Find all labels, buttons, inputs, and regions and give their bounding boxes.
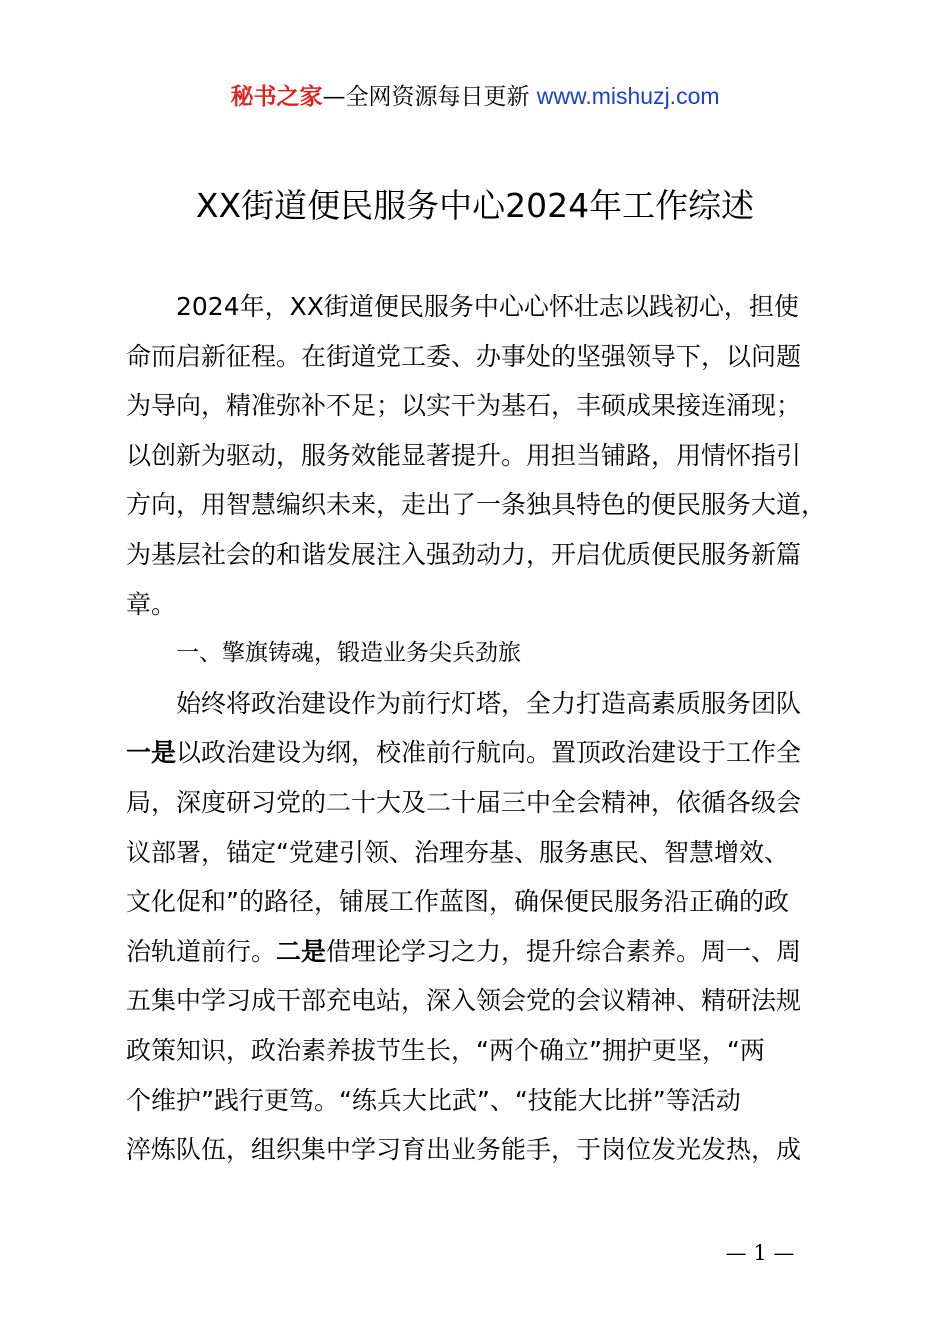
- paragraph-line: 个维护”践行更笃。“练兵大比武”、“技能大比拼”等活动: [126, 1085, 741, 1115]
- paragraph-line: [126, 927, 836, 977]
- paragraph-line: 为基层社会的和谐发展注入强劲动力，开启优质便民服务新篇: [126, 539, 802, 569]
- paragraph-line: [126, 728, 836, 778]
- page-number: — 1 —: [725, 1241, 795, 1265]
- point-text: 以政治建设为纲，校准前行航向。置顶政治建设于工作全: [176, 738, 802, 768]
- point-label: 一是: [126, 738, 177, 768]
- paragraph-line: 文化促和”的路径，铺展工作蓝图，确保便民服务沿正确的政: [126, 887, 789, 917]
- paragraph-line: 以创新为驱动，服务效能显著提升。用担当铺路，用情怀指引: [126, 440, 802, 470]
- point-label: 二是: [276, 936, 327, 966]
- paragraph-line: 淬炼队伍，组织集中学习育出业务能手，于岗位发光发热，成: [126, 1135, 802, 1165]
- paragraph-line: 局，深度研习党的二十大及二十届三中全会精神，依循各级会: [126, 787, 802, 817]
- section-lead: 始终将政治建设作为前行灯塔，全力打造高素质服务团队: [176, 688, 802, 718]
- site-brand: 秘书之家: [230, 84, 323, 110]
- site-tagline: —全网资源每日更新: [322, 84, 530, 110]
- point-prefix: 治轨道前行。: [126, 936, 277, 966]
- paragraph-line: 为导向，精准弥补不足；以实干为基石，丰硕成果接连涌现；: [126, 391, 802, 421]
- section-heading: 一、擎旗铸魂，锻造业务尖兵劲旅: [176, 640, 521, 667]
- document-body: [126, 282, 836, 1175]
- paragraph-line: 章。: [126, 589, 177, 619]
- paragraph-line: 政策知识，政治素养拔节生长，“两个确立”拥护更坚，“两: [126, 1035, 765, 1065]
- paragraph-line: 五集中学习成干部充电站，深入领会党的会议精神、精研法规: [126, 986, 802, 1016]
- paragraph-line: 方向，用智慧编织未来，走出了一条独具特色的便民服务大道，: [126, 490, 827, 520]
- paragraph-line: 议部署，锚定“党建引领、治理夯基、服务惠民、智慧增效、: [126, 837, 789, 867]
- point-text: 借理论学习之力，提升综合素养。周一、周: [326, 936, 802, 966]
- document-title: XX街道便民服务中心2024年工作综述: [195, 186, 755, 225]
- paragraph-line: 2024年，XX街道便民服务中心心怀壮志以践初心，担使: [176, 292, 799, 321]
- site-header: [0, 80, 950, 113]
- site-url-link[interactable]: www.mishuzj.com: [536, 83, 720, 109]
- paragraph-line: 命而启新征程。在街道党工委、办事处的坚强领导下，以问题: [126, 341, 802, 371]
